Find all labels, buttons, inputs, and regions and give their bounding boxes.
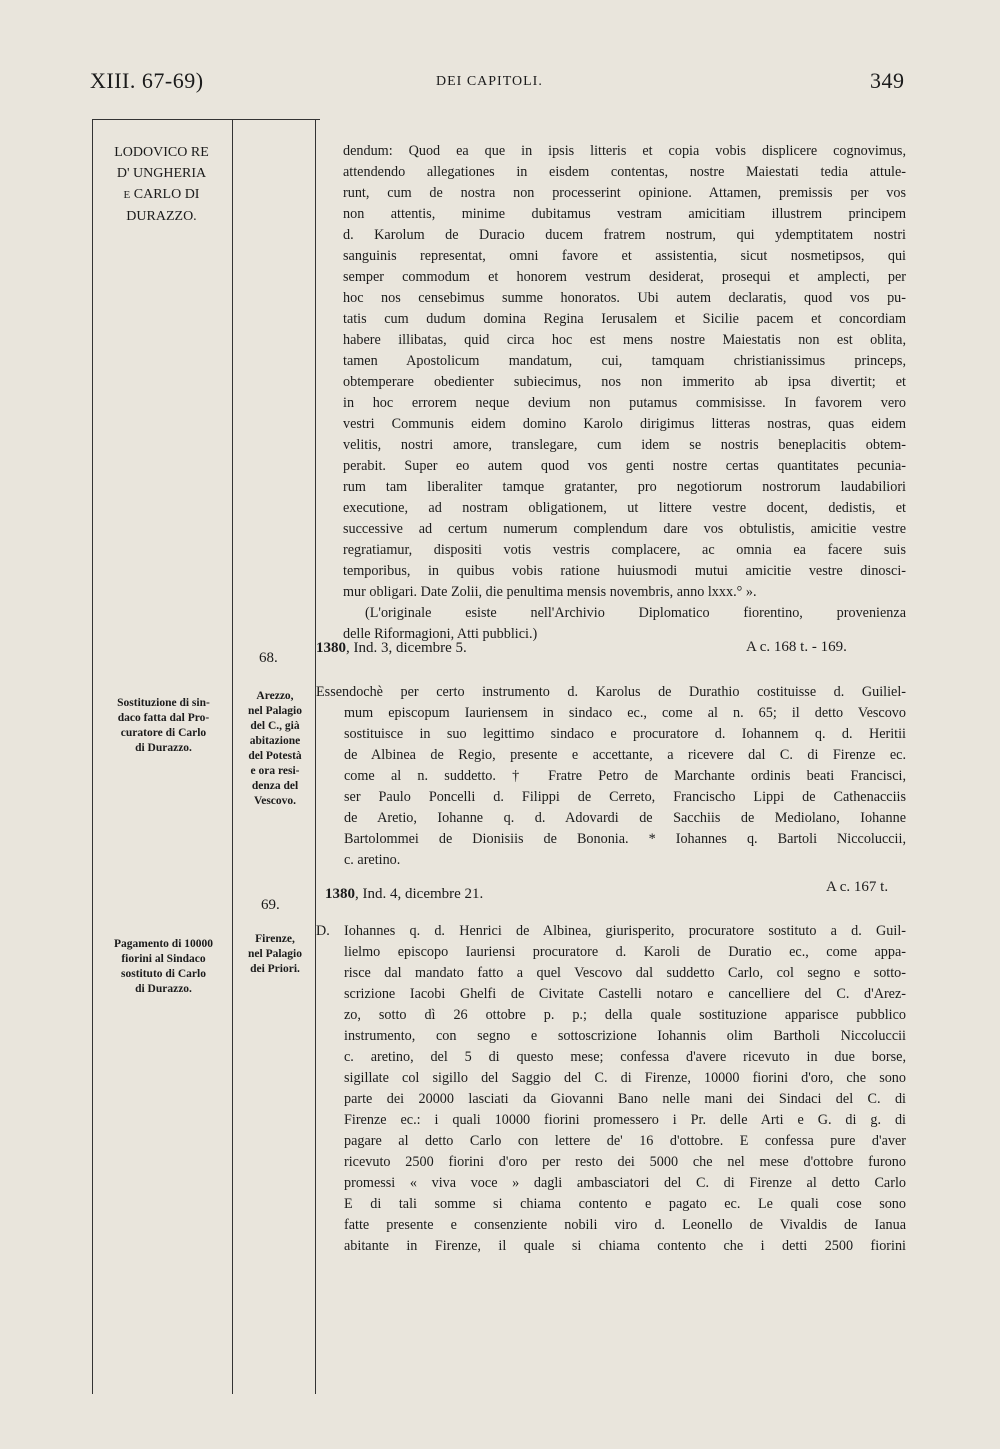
entry-69-year: 1380	[325, 886, 355, 902]
note-line: delle Riformagioni, Atti pubblici.)	[343, 626, 538, 642]
text-line: regratiamur, dispositi votis vestris complacere, ac omnia ea facere suis	[343, 542, 906, 558]
entry-68-year: 1380	[316, 640, 346, 656]
place-line: del C., già	[250, 720, 300, 732]
place-line: del Potestà	[248, 750, 302, 762]
side-header-line: CARLO DI	[133, 187, 200, 202]
text-line: attendendo allegationes in eisdem contentas, nostre Maiestati tedia attule-	[343, 164, 906, 180]
subject-line: sostituto di Carlo	[121, 968, 206, 980]
entry-69-place	[235, 932, 315, 977]
entry-line: come al n. suddetto. † Fratre Petro de Marchante ordinis beati Francisci,	[344, 768, 906, 784]
subject-line: curatore di Carlo	[120, 727, 207, 739]
subject-line: daco fatta dal Pro-	[117, 712, 210, 724]
place-line: Firenze,	[255, 933, 295, 945]
entry-69-subject	[97, 937, 230, 997]
text-line: dendum: Quod ea que in ipsis litteris et copia vobis displicere cognovimus,	[343, 143, 906, 159]
entry-line: de Albinea de Regio, presente e accettante, a ricevere dal C. di Firenze ec.	[344, 747, 906, 763]
entry-line: risce dal mandato fatto a quel Vescovo dal suddetto Carlo, col segno e sotto-	[344, 965, 906, 981]
entry-line: instrumento, con segno e sottoscrizione Iohannis olim Bartholi Niccoluccii	[344, 1028, 906, 1044]
entry-line: ricevuto 2500 fiorini d'oro per resto dei 5000 che nel mese d'ottobre furono	[344, 1154, 906, 1170]
entry-line: promessi « viva voce » dagli ambasciatori del C. di Firenze al detto Carlo	[344, 1175, 906, 1191]
entry-line: c. aretino.	[344, 852, 401, 868]
entry-line: zo, sotto dì 26 ottobre p. p.; della quale sostituzione apparisce pubblico	[344, 1007, 906, 1023]
text-line: hoc nos censebimus summe honoratos. Ubi autem declaratis, quod vos pu-	[343, 290, 906, 306]
text-line: in hoc errorem neque devium non putamus commisisse. In favorem vero	[343, 395, 906, 411]
text-line: obtemperare obedienter subiecimus, nos non immerito ab ipsa divertit; et	[343, 374, 906, 390]
text-line: rum tam liberaliter tamque gratanter, pro negotiorum nostrorum laudabiliori	[343, 479, 906, 495]
text-line: mur obligari. Date Zolii, die penultima mensis novembris, anno lxxx.° ».	[343, 584, 757, 600]
text-line: runt, cum de nostra non processerint opinione. Attamen, premissis per vos	[343, 185, 906, 201]
entry-68-number: 68.	[259, 650, 278, 666]
page-number: 349	[870, 68, 905, 93]
side-header-prefix: E	[123, 189, 131, 201]
text-line: tatis cum dudum domina Regina Ierusalem et Sicilie pacem et concordiam	[343, 311, 906, 327]
entry-line: sostituisce in suo legittimo sindaco e procuratore d. Iohannem q. d. Heritii	[344, 726, 906, 742]
entry-line: sigillate col sigillo del Saggio del C. di Firenze, 10000 fiorini d'oro, che sono	[344, 1070, 906, 1086]
subject-line: Sostituzione di sin-	[117, 697, 210, 709]
entry-line: pagare al detto Carlo con lettere de' 16 d'ottobre. E confessa pure d'aver	[344, 1133, 906, 1149]
entry-line: E di tali somme si chiama contento e pagato ec. Le quali cose sono	[344, 1196, 906, 1212]
place-line: Vescovo.	[253, 795, 297, 807]
place-line: nel Palagio	[248, 705, 302, 717]
entry-69-number: 69.	[261, 897, 280, 913]
continuation-text	[343, 141, 906, 603]
place-line: nel Palagio	[248, 948, 302, 960]
entry-line: abitante in Firenze, il quale si chiama contento che i detti 2500 fiorini	[344, 1238, 906, 1254]
subject-line: fiorini al Sindaco	[121, 953, 206, 965]
entry-line: mum episcopum Iauriensem in sindaco ec., come al n. 65; il detto Vescovo	[344, 705, 906, 721]
text-line: velitis, nostri amore, translegare, cum idem se nostris beneplacitis obtem-	[343, 437, 906, 453]
text-line: d. Karolum de Duracio ducem fratrem nostrum, qui ydemptitatem nostri	[343, 227, 906, 243]
entry-68-place	[235, 689, 315, 809]
subject-line: di Durazzo.	[135, 742, 192, 754]
text-line: non attentis, minime dubitamus vestram amicitiam illustrem principem	[343, 206, 906, 222]
text-line: semper commodum et honorem vestrum desiderat, prosequi et amplecti, per	[343, 269, 906, 285]
entry-68-subject	[97, 696, 230, 756]
entry-69-date: 1380, Ind. 4, dicembre 21.	[325, 886, 484, 902]
place-line: dei Priori.	[250, 963, 300, 975]
text-line: habere illibatas, quid circa hoc est mens nostre Maiestatis non est oblita,	[343, 332, 906, 348]
entry-69-folio: A c. 167 t.	[826, 879, 889, 895]
place-line: denza del	[251, 780, 299, 792]
running-head-section: XIII. 67-69)	[90, 68, 204, 93]
side-header-line: D' UNGHERIA	[116, 166, 207, 181]
side-header	[94, 142, 229, 227]
text-line: temporibus, in quibus vobis ratione huiusmodi mutui amicitie vestre dinosci-	[343, 563, 906, 579]
side-header-line: DURAZZO.	[126, 209, 197, 224]
entry-68-date: 1380, Ind. 3, dicembre 5.	[316, 640, 467, 656]
entry-line: c. aretino, del 5 di questo mese; confessa d'avere ricevuto in due borse,	[344, 1049, 906, 1065]
place-line: Arezzo,	[256, 690, 294, 702]
entry-line: lielmo episcopo Iauriensi procuratore d. Karoli de Duratio ec., come appa-	[344, 944, 906, 960]
column-rule-middle	[232, 119, 233, 1394]
subject-line: di Durazzo.	[135, 983, 192, 995]
entry-line: fatte presente e consenziente nobili viro d. Leonello de Vivaldis de Ianua	[344, 1217, 906, 1233]
text-line: tamen Apostolicum mandatum, cui, tamquam christianissimus princeps,	[343, 353, 906, 369]
subject-line: Pagamento di 10000	[113, 938, 214, 950]
entry-line: Firenze ec.: i quali 10000 fiorini promessero i Pr. delle Arti e G. di g. di	[344, 1112, 906, 1128]
entry-69-text	[316, 921, 906, 1257]
running-head-title: DEI CAPITOLI.	[436, 74, 543, 89]
entry-line: Essendochè per certo instrumento d. Karolus de Durathio costituisse d. Guiliel-	[316, 684, 906, 700]
place-line: e ora resi-	[250, 765, 300, 777]
entry-line: D. Iohannes q. d. Henrici de Albinea, giurisperito, procuratore sostituto a d. Guil-	[316, 923, 906, 939]
table-top-rule	[92, 119, 320, 120]
entry-68-text	[316, 682, 906, 871]
entry-line: Bartolommei de Dionisiis de Bononia. * Iohannes q. Bartoli Niccoluccii,	[344, 831, 906, 847]
entry-line: de Aretio, Iohanne q. d. Adovardi de Sacchiis de Mediolano, Iohanne	[344, 810, 906, 826]
text-line: vestri Communis eidem domino Karolo dirigimus litteras nostras, quas eidem	[343, 416, 906, 432]
text-line: executione, ad nostram obligationem, ut littere vestre docent, dedistis, et	[343, 500, 906, 516]
text-line: sanguinis representat, omni favore et assistentia, sicut nosmetipsos, qui	[343, 248, 906, 264]
note-line: (L'originale esiste nell'Archivio Diplomatico fiorentino, provenienza	[365, 605, 906, 621]
entry-line: scrizione Iacobi Ghelfi de Civitate Castelli notaro e cancelliere del C. d'Arez-	[344, 986, 906, 1002]
text-line: perabit. Super eo autem quod vos genti nostre certas quantitates pecunia-	[343, 458, 906, 474]
entry-68-folio: A c. 168 t. - 169.	[746, 639, 847, 655]
entry-line: parte dei 20000 lasciati da Giovanni Bano nelle mani dei Sindaci del C. di	[344, 1091, 906, 1107]
text-line: successive ad certum numerum complendum dare vos obtulistis, amicitie vestre	[343, 521, 906, 537]
place-line: abitazione	[249, 735, 301, 747]
entry-line: ser Paulo Poncelli d. Filippi de Cerreto, Francischo Lippi de Cathenacciis	[344, 789, 906, 805]
side-header-line: LODOVICO RE	[114, 145, 209, 160]
column-rule-left	[92, 119, 93, 1394]
